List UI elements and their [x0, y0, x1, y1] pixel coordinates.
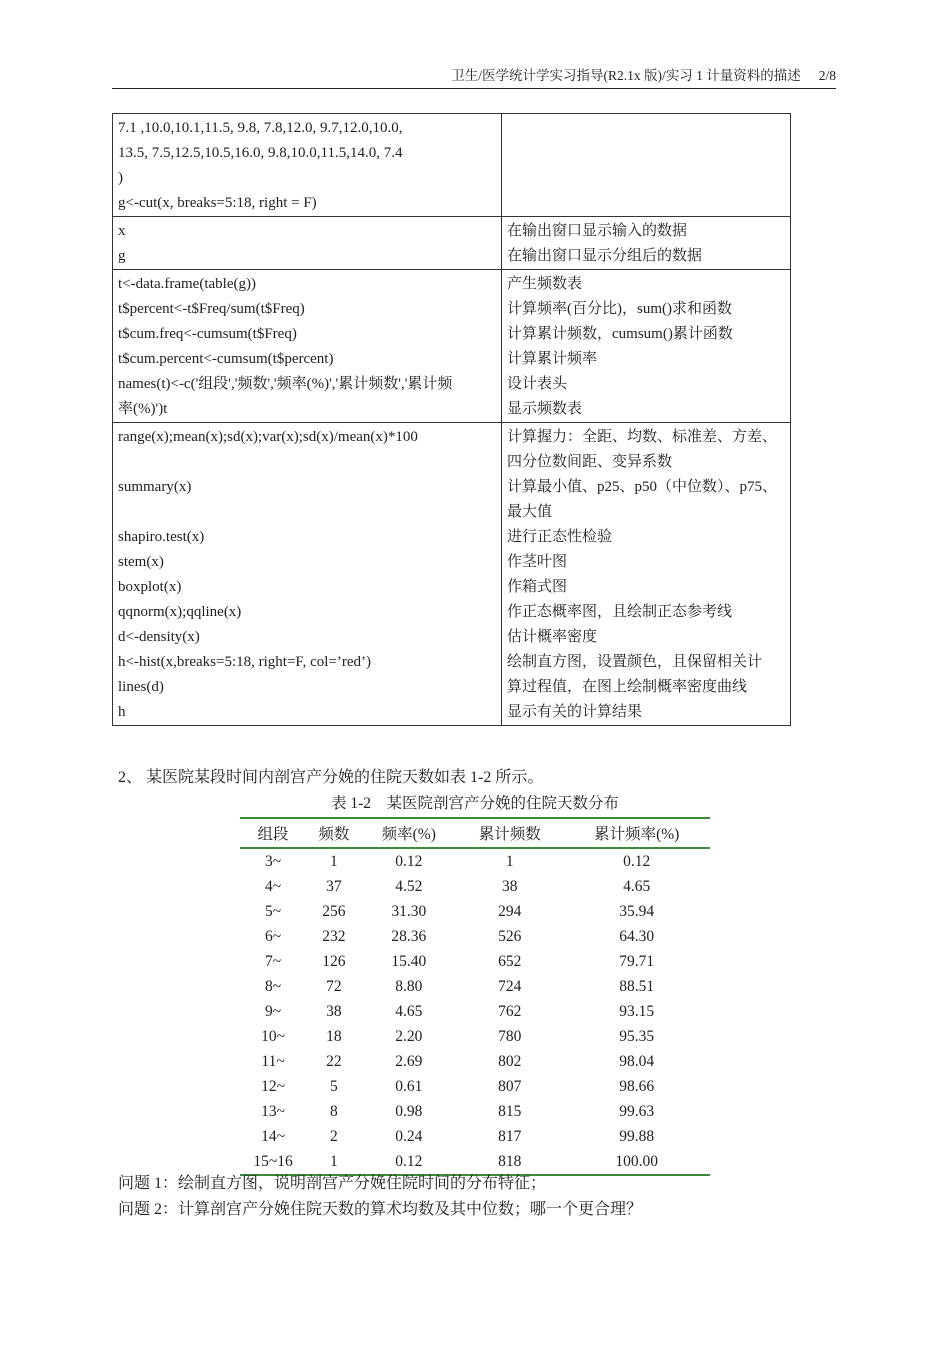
- description-line: 计算累计频率: [507, 351, 598, 367]
- code-cell: [113, 114, 502, 217]
- cum-percent-cell: 88.51: [619, 977, 655, 995]
- frequency-cell: 22: [326, 1052, 342, 1070]
- r-code-table: [112, 113, 791, 726]
- table-row: [240, 1024, 710, 1049]
- description-cell: [502, 114, 791, 217]
- description-line: 在输出窗口显示输入的数据: [507, 223, 688, 239]
- frequency-cell: 5: [329, 1077, 338, 1095]
- question-1: 问题 1：绘制直方图，说明剖宫产分娩住院时间的分布特征；: [118, 1175, 547, 1192]
- code-line: [118, 450, 496, 475]
- frequency-cell: 38: [326, 1002, 342, 1020]
- code-line: qqnorm(x);qqline(x): [118, 604, 242, 620]
- cum-frequency-cell: 1: [505, 852, 514, 870]
- description-line: 作茎叶图: [507, 554, 568, 570]
- group-cell: 3~: [264, 852, 282, 870]
- code-line: t$cum.freq<-cumsum(t$Freq): [118, 326, 297, 342]
- description-line: 绘制直方图，设置颜色，且保留相关计: [507, 654, 763, 670]
- page-header: [112, 66, 836, 89]
- group-cell: 10~: [261, 1027, 285, 1045]
- code-line: h: [118, 704, 126, 720]
- group-cell: 7~: [264, 952, 282, 970]
- header-frequency: 频数: [306, 818, 361, 848]
- table-row: [240, 1049, 710, 1074]
- frequency-cell: 126: [322, 952, 346, 970]
- code-line: h<-hist(x,breaks=5:18, right=F, col=’red’): [118, 654, 372, 670]
- table-row: [240, 1074, 710, 1099]
- code-line: 率(%)')t: [118, 401, 168, 417]
- frequency-cell: 232: [322, 927, 346, 945]
- description-line: 算过程值，在图上绘制概率密度曲线: [507, 679, 748, 695]
- cum-percent-cell: 79.71: [619, 952, 655, 970]
- frequency-cell: 37: [326, 877, 342, 895]
- code-line: t$percent<-t$Freq/sum(t$Freq): [118, 301, 305, 317]
- code-line: lines(d): [118, 679, 164, 695]
- table-row: [240, 949, 710, 974]
- code-line: stem(x): [118, 554, 164, 570]
- header-cum-percent: 累计频率(%): [563, 818, 710, 848]
- group-cell: 8~: [264, 977, 282, 995]
- percent-cell: 0.12: [395, 852, 423, 870]
- percent-cell: 2.69: [395, 1052, 423, 1070]
- group-cell: 13~: [261, 1102, 285, 1120]
- frequency-cell: 2: [329, 1127, 338, 1145]
- description-line: 计算频率(百分比)，sum()求和函数: [507, 301, 732, 317]
- description-cell: [502, 217, 791, 270]
- cum-frequency-cell: 294: [498, 902, 522, 920]
- percent-cell: 31.30: [391, 902, 427, 920]
- table-row: [240, 1149, 710, 1175]
- code-line: [118, 500, 496, 525]
- cum-percent-cell: 35.94: [619, 902, 655, 920]
- code-line: 7.1 ,10.0,10.1,11.5, 9.8, 7.8,12.0, 9.7,12.0,10.0,: [118, 120, 403, 136]
- percent-cell: 4.65: [395, 1002, 423, 1020]
- frequency-cell: 72: [326, 977, 342, 995]
- cum-percent-cell: 98.66: [619, 1077, 655, 1095]
- cum-percent-cell: 93.15: [619, 1002, 655, 1020]
- code-line: g<-cut(x, breaks=5:18, right = F): [118, 195, 317, 211]
- header-cum-frequency: 累计频数: [456, 818, 563, 848]
- cum-percent-cell: 95.35: [619, 1027, 655, 1045]
- frequency-cell: 8: [329, 1102, 338, 1120]
- code-table-row: [113, 423, 791, 726]
- group-cell: 5~: [264, 902, 282, 920]
- percent-cell: 0.12: [395, 1152, 423, 1170]
- description-line: 产生频数表: [507, 276, 583, 292]
- description-line: 最大值: [507, 504, 553, 520]
- page-number: 2/8: [818, 68, 836, 83]
- description-line: 估计概率密度: [507, 629, 598, 645]
- description-line: 作正态概率图，且绘制正态参考线: [507, 604, 733, 620]
- table-caption: 表 1-2 某医院剖宫产分娩的住院天数分布: [330, 795, 620, 812]
- percent-cell: 15.40: [391, 952, 427, 970]
- code-line: summary(x): [118, 479, 192, 495]
- code-line: 13.5, 7.5,12.5,10.5,16.0, 9.8,10.0,11.5,14.0, 7.4: [118, 145, 403, 161]
- cum-frequency-cell: 815: [498, 1102, 522, 1120]
- header-group: 组段: [240, 818, 306, 848]
- description-line: 进行正态性检验: [507, 529, 613, 545]
- percent-cell: 28.36: [391, 927, 427, 945]
- cum-frequency-cell: 807: [498, 1077, 522, 1095]
- cum-frequency-cell: 817: [498, 1127, 522, 1145]
- group-cell: 9~: [264, 1002, 282, 1020]
- cum-percent-cell: 0.12: [623, 852, 651, 870]
- code-line: shapiro.test(x): [118, 529, 205, 545]
- group-cell: 12~: [261, 1077, 285, 1095]
- description-line: 计算握力：全距、均数、标准差、方差、: [507, 429, 778, 445]
- cum-frequency-cell: 38: [501, 877, 518, 895]
- table-row: [240, 974, 710, 999]
- table-row: [240, 899, 710, 924]
- group-cell: 11~: [261, 1052, 285, 1070]
- description-line: 四分位数间距、变异系数: [507, 454, 673, 470]
- percent-cell: 0.24: [395, 1127, 423, 1145]
- table-row: [240, 924, 710, 949]
- question-intro: 2、 某医院某段时间内剖宫产分娩的住院天数如表 1-2 所示。: [118, 769, 544, 786]
- description-line: 在输出窗口显示分组后的数据: [507, 248, 703, 264]
- table-row: [240, 874, 710, 899]
- cum-percent-cell: 98.04: [619, 1052, 655, 1070]
- code-line: ): [118, 170, 123, 186]
- code-line: d<-density(x): [118, 629, 200, 645]
- frequency-table-body: [240, 848, 710, 1175]
- frequency-cell: 1: [329, 1152, 338, 1170]
- frequency-table: [240, 817, 710, 1176]
- group-cell: 4~: [264, 877, 282, 895]
- percent-cell: 4.52: [395, 877, 423, 895]
- description-line: 设计表头: [507, 376, 568, 392]
- frequency-cell: 18: [326, 1027, 342, 1045]
- code-table-row: [113, 114, 791, 217]
- header-percent: 频率(%): [362, 818, 456, 848]
- description-line: 计算最小值、p25、p50（中位数）、p75、: [507, 479, 778, 495]
- group-cell: 15~16: [253, 1152, 293, 1170]
- table-row: [240, 1099, 710, 1124]
- frequency-cell: 1: [329, 852, 338, 870]
- group-cell: 6~: [264, 927, 282, 945]
- description-line: 作箱式图: [507, 579, 568, 595]
- cum-frequency-cell: 780: [498, 1027, 522, 1045]
- frequency-cell: 256: [322, 902, 346, 920]
- code-cell: [113, 217, 502, 270]
- group-cell: 14~: [261, 1127, 285, 1145]
- percent-cell: 0.98: [395, 1102, 423, 1120]
- percent-cell: 0.61: [395, 1077, 423, 1095]
- cum-frequency-cell: 526: [498, 927, 522, 945]
- percent-cell: 2.20: [395, 1027, 423, 1045]
- percent-cell: 8.80: [395, 977, 423, 995]
- cum-frequency-cell: 724: [498, 977, 522, 995]
- code-line: x: [118, 223, 126, 239]
- cum-frequency-cell: 652: [498, 952, 522, 970]
- code-line: range(x);mean(x);sd(x);var(x);sd(x)/mean(x)*100: [118, 429, 418, 445]
- description-cell: [502, 270, 791, 423]
- cum-percent-cell: 99.63: [619, 1102, 655, 1120]
- cum-frequency-cell: 762: [498, 1002, 522, 1020]
- description-line: 计算累计频数，cumsum()累计函数: [507, 326, 733, 342]
- r-code-table-body: [113, 114, 791, 726]
- table-row: [240, 848, 710, 874]
- cum-percent-cell: 99.88: [619, 1127, 655, 1145]
- cum-percent-cell: 4.65: [623, 877, 651, 895]
- cum-frequency-cell: 818: [498, 1152, 522, 1170]
- code-line: t<-data.frame(table(g)): [118, 276, 256, 292]
- code-line: g: [118, 248, 126, 264]
- description-line: 显示频数表: [507, 401, 583, 417]
- code-cell: [113, 270, 502, 423]
- cum-percent-cell: 64.30: [619, 927, 655, 945]
- code-line: boxplot(x): [118, 579, 182, 595]
- cum-percent-cell: 100.00: [615, 1152, 659, 1170]
- header-title: 卫生/医学统计学实习指导(R2.1x 版)/实习 1 计量资料的描述: [451, 68, 801, 83]
- code-cell: [113, 423, 502, 726]
- frequency-table-header-row: [240, 818, 710, 848]
- code-line: t$cum.percent<-cumsum(t$percent): [118, 351, 334, 367]
- description-cell: [502, 423, 791, 726]
- code-table-row: [113, 217, 791, 270]
- table-row: [240, 1124, 710, 1149]
- cum-frequency-cell: 802: [498, 1052, 522, 1070]
- code-table-row: [113, 270, 791, 423]
- code-line: names(t)<-c('组段','频数','频率(%)','累计频数','累计频: [118, 376, 453, 392]
- description-line: 显示有关的计算结果: [507, 704, 643, 720]
- table-row: [240, 999, 710, 1024]
- question-2: 问题 2：计算剖宫产分娩住院天数的算术均数及其中位数；哪一个更合理？: [118, 1201, 643, 1218]
